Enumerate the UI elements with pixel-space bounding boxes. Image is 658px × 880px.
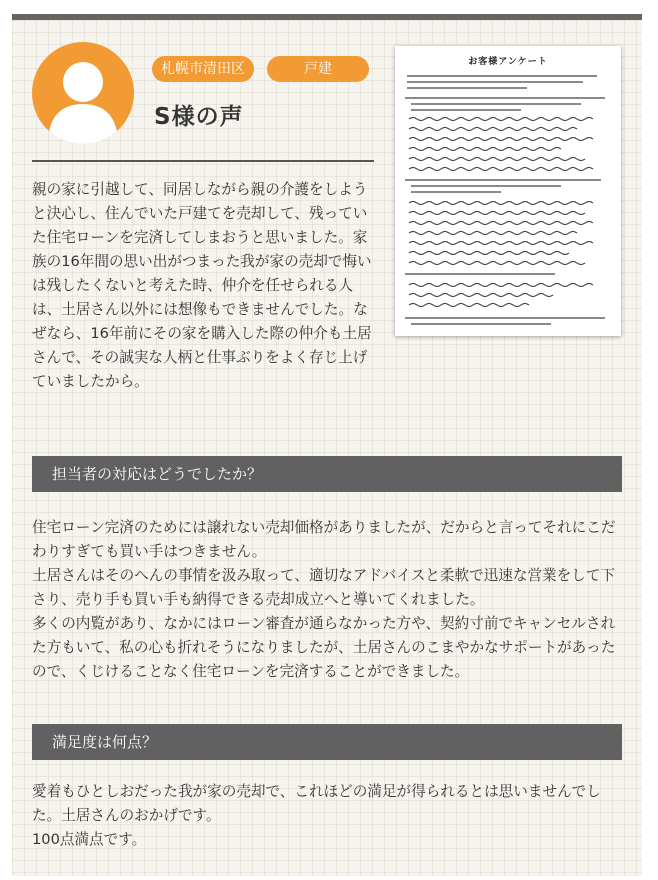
divider — [32, 160, 374, 162]
handwriting-scan — [405, 73, 611, 335]
property-type-tag: 戸建 — [267, 56, 369, 82]
person-icon — [32, 42, 134, 144]
section-heading-satisfaction: 満足度は何点？ — [32, 724, 622, 760]
paragraph: 多くの内覧があり、なかにはローン審査が通らなかった方や、契約寸前でキャンセルされた方もいて、私の心も折れそうになりましたが、土居さんのこまやかなサポートがあったので、くじけることなく住宅ローンを完済することができました。 — [32, 615, 616, 680]
paragraph: 土居さんはそのへんの事情を汲み取って、適切なアドバイスと柔軟で迅速な営業をして下さり、売り手も買い手も納得できる売却成立へと導いてくれました。 — [32, 567, 616, 608]
survey-title: お客様アンケート — [468, 57, 548, 67]
paragraph: 100点満点です。 — [32, 831, 147, 848]
survey-sheet-image — [395, 46, 621, 336]
section-body-staff — [32, 516, 624, 684]
paragraph: 住宅ローン完済のためには譲れない売却価格がありましたが、だからと言ってそれにこだわりすぎても買い手はつきません。 — [32, 519, 616, 560]
page-title: S様の声 — [154, 104, 244, 130]
paragraph: 愛着もひとしおだった我が家の売却で、これほどの満足が得られるとは思いませんでした。土居さんのおかげです。 — [32, 783, 601, 824]
intro-text: 親の家に引越して、同居しながら親の介護をしようと決心し、住んでいた戸建てを売却して、残っていた住宅ローンを完済してしまおうと思いました。家族の16年間の思い出がつまった我が家の売却で悔いは残したくないと考えた時、仲介を任せられる人は、土居さん以外には想像もできませんでした。なぜなら、16年前にその家を購入した際の仲介も土居さんで、その誠実な人柄と仕事ぶりをよく存じ上げていましたから。 — [32, 181, 372, 390]
section-heading-staff: 担当者の対応はどうでしたか？ — [32, 456, 622, 492]
area-tag: 札幌市清田区 — [152, 56, 254, 82]
section-body-satisfaction — [32, 780, 624, 852]
testimonial-card — [12, 14, 642, 876]
avatar — [32, 42, 134, 144]
